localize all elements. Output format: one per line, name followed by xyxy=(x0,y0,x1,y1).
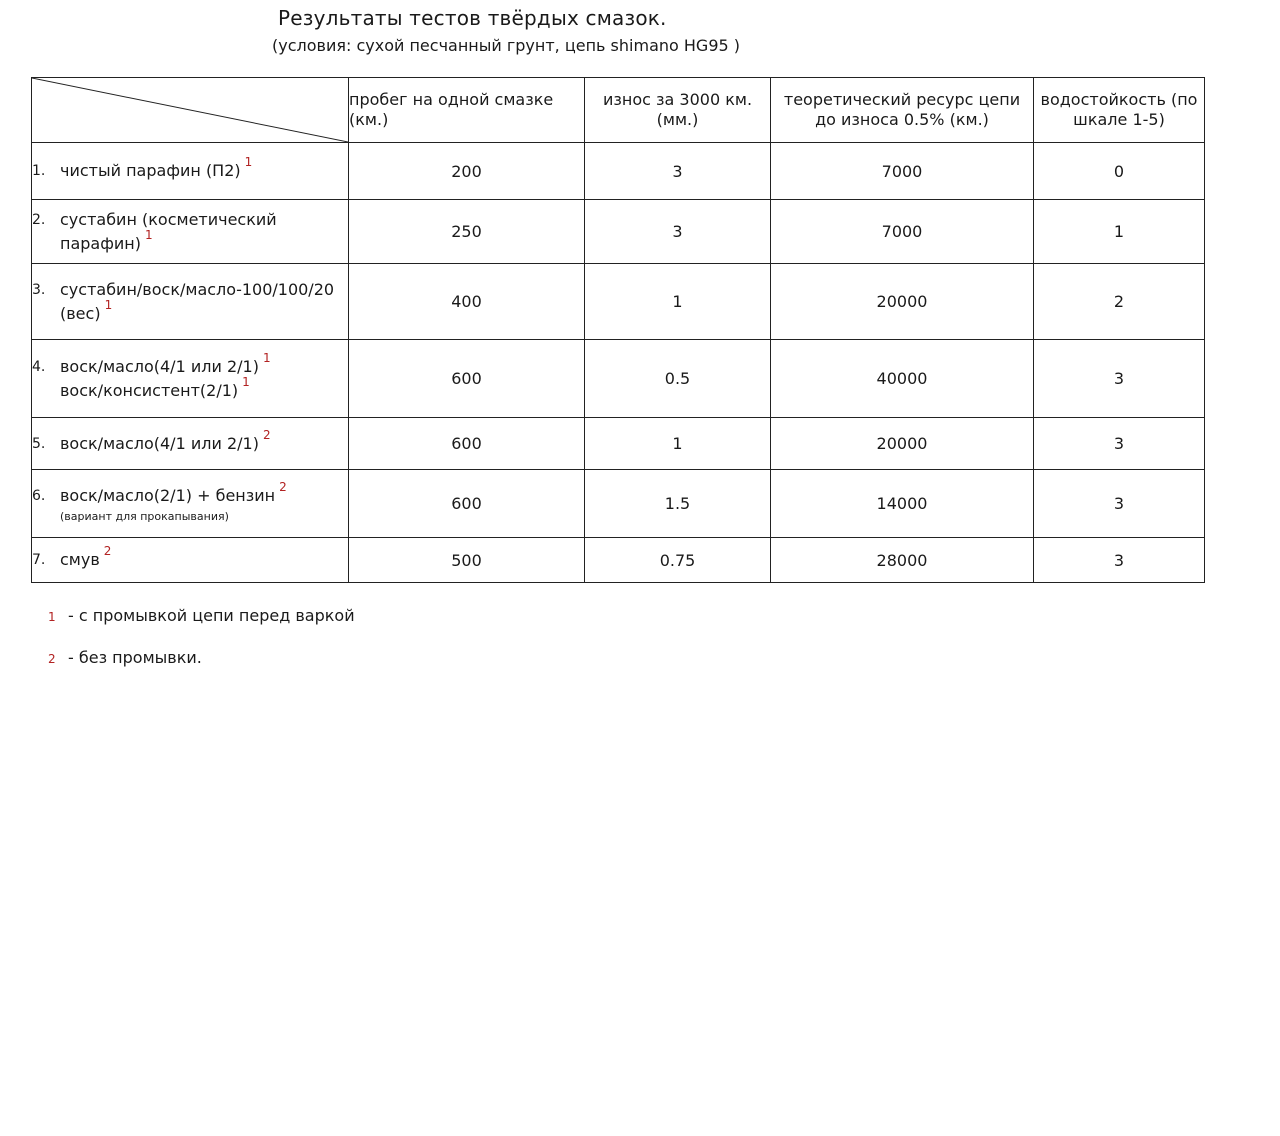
legend-text: - с промывкой цепи перед варкой xyxy=(68,606,355,625)
row-number: 4. xyxy=(32,358,46,375)
row-number: 5. xyxy=(32,435,46,452)
table-row xyxy=(32,340,1205,418)
row-name: воск/масло(4/1 или 2/1) xyxy=(60,433,259,453)
wear-cell: 3 xyxy=(585,143,771,200)
page-title: Результаты тестов твёрдых смазок. xyxy=(278,6,667,30)
resource-cell: 7000 xyxy=(771,143,1034,200)
mileage-cell: 400 xyxy=(349,264,585,340)
row-name: воск/масло(2/1) + бензин xyxy=(60,485,276,505)
mileage-cell: 600 xyxy=(349,340,585,418)
water-cell: 3 xyxy=(1034,418,1205,470)
table-row xyxy=(32,264,1205,340)
resource-cell: 20000 xyxy=(771,418,1034,470)
resource-cell: 28000 xyxy=(771,538,1034,583)
wear-cell: 1 xyxy=(585,418,771,470)
resource-cell: 40000 xyxy=(771,340,1034,418)
results-table xyxy=(31,77,1205,583)
footnote-marker: 1 xyxy=(145,227,153,242)
row-name-cell xyxy=(32,200,349,264)
legend-item xyxy=(48,606,355,625)
wear-cell: 1.5 xyxy=(585,470,771,538)
footnote-marker: 1 xyxy=(104,297,113,312)
row-name-cell xyxy=(32,470,349,538)
footnote-marker: 2 xyxy=(279,479,287,494)
mileage-cell: 500 xyxy=(349,538,585,583)
water-cell: 3 xyxy=(1034,340,1205,418)
row-number: 6. xyxy=(32,487,46,504)
water-cell: 0 xyxy=(1034,143,1205,200)
footnote-marker: 1 xyxy=(262,350,271,365)
wear-cell: 0.75 xyxy=(585,538,771,583)
footnote-marker: 1 xyxy=(242,374,250,389)
table-row xyxy=(32,143,1205,200)
row-number: 3. xyxy=(32,281,46,298)
row-name-cell xyxy=(32,264,349,340)
resource-cell: 20000 xyxy=(771,264,1034,340)
header-water: водостойкость (по шкале 1-5) xyxy=(1034,78,1205,143)
table-row xyxy=(32,418,1205,470)
row-name: чистый парафин (П2) xyxy=(60,161,241,180)
wear-cell: 3 xyxy=(585,200,771,264)
row-number: 7. xyxy=(32,552,46,568)
resource-cell: 7000 xyxy=(771,200,1034,264)
row-name-cell xyxy=(32,538,349,583)
row-name: смув xyxy=(60,550,100,569)
table-header-row xyxy=(32,78,1205,143)
page-subtitle: (условия: сухой песчанный грунт, цепь shimano HG95 ) xyxy=(272,36,740,55)
legend-marker: 2 xyxy=(48,652,56,666)
wear-cell: 1 xyxy=(585,264,771,340)
footnote-marker: 1 xyxy=(244,155,253,169)
row-name: сустабин/воск/масло-100/100/20 (вес) xyxy=(60,279,335,323)
table-row xyxy=(32,470,1205,538)
row-number: 1. xyxy=(32,163,46,179)
legend-item xyxy=(48,648,202,667)
resource-cell: 14000 xyxy=(771,470,1034,538)
water-cell: 3 xyxy=(1034,538,1205,583)
row-number: 2. xyxy=(32,211,46,228)
header-wear: износ за 3000 км. (мм.) xyxy=(585,78,771,143)
diagonal-divider xyxy=(32,78,348,142)
footnote-marker: 2 xyxy=(262,427,271,442)
legend-marker: 1 xyxy=(48,610,56,624)
row-name-secondary: воск/консистент(2/1) xyxy=(60,380,239,400)
footnote-marker: 2 xyxy=(103,544,112,558)
header-corner-cell xyxy=(32,78,349,143)
mileage-cell: 200 xyxy=(349,143,585,200)
row-name: сустабин (косметический парафин) xyxy=(60,209,277,253)
row-name-cell xyxy=(32,143,349,200)
table-row xyxy=(32,200,1205,264)
table-row xyxy=(32,538,1205,583)
mileage-cell: 600 xyxy=(349,470,585,538)
water-cell: 2 xyxy=(1034,264,1205,340)
header-mileage: пробег на одной смазке (км.) xyxy=(349,78,585,143)
mileage-cell: 250 xyxy=(349,200,585,264)
row-name-cell xyxy=(32,418,349,470)
row-name-cell xyxy=(32,340,349,418)
row-subnote: (вариант для прокапывания) xyxy=(60,509,229,523)
mileage-cell: 600 xyxy=(349,418,585,470)
header-resource: теоретический ресурс цепи до износа 0.5% (км.) xyxy=(771,78,1034,143)
row-name: воск/масло(4/1 или 2/1) xyxy=(60,356,259,376)
legend-text: - без промывки. xyxy=(68,648,202,667)
water-cell: 3 xyxy=(1034,470,1205,538)
water-cell: 1 xyxy=(1034,200,1205,264)
wear-cell: 0.5 xyxy=(585,340,771,418)
